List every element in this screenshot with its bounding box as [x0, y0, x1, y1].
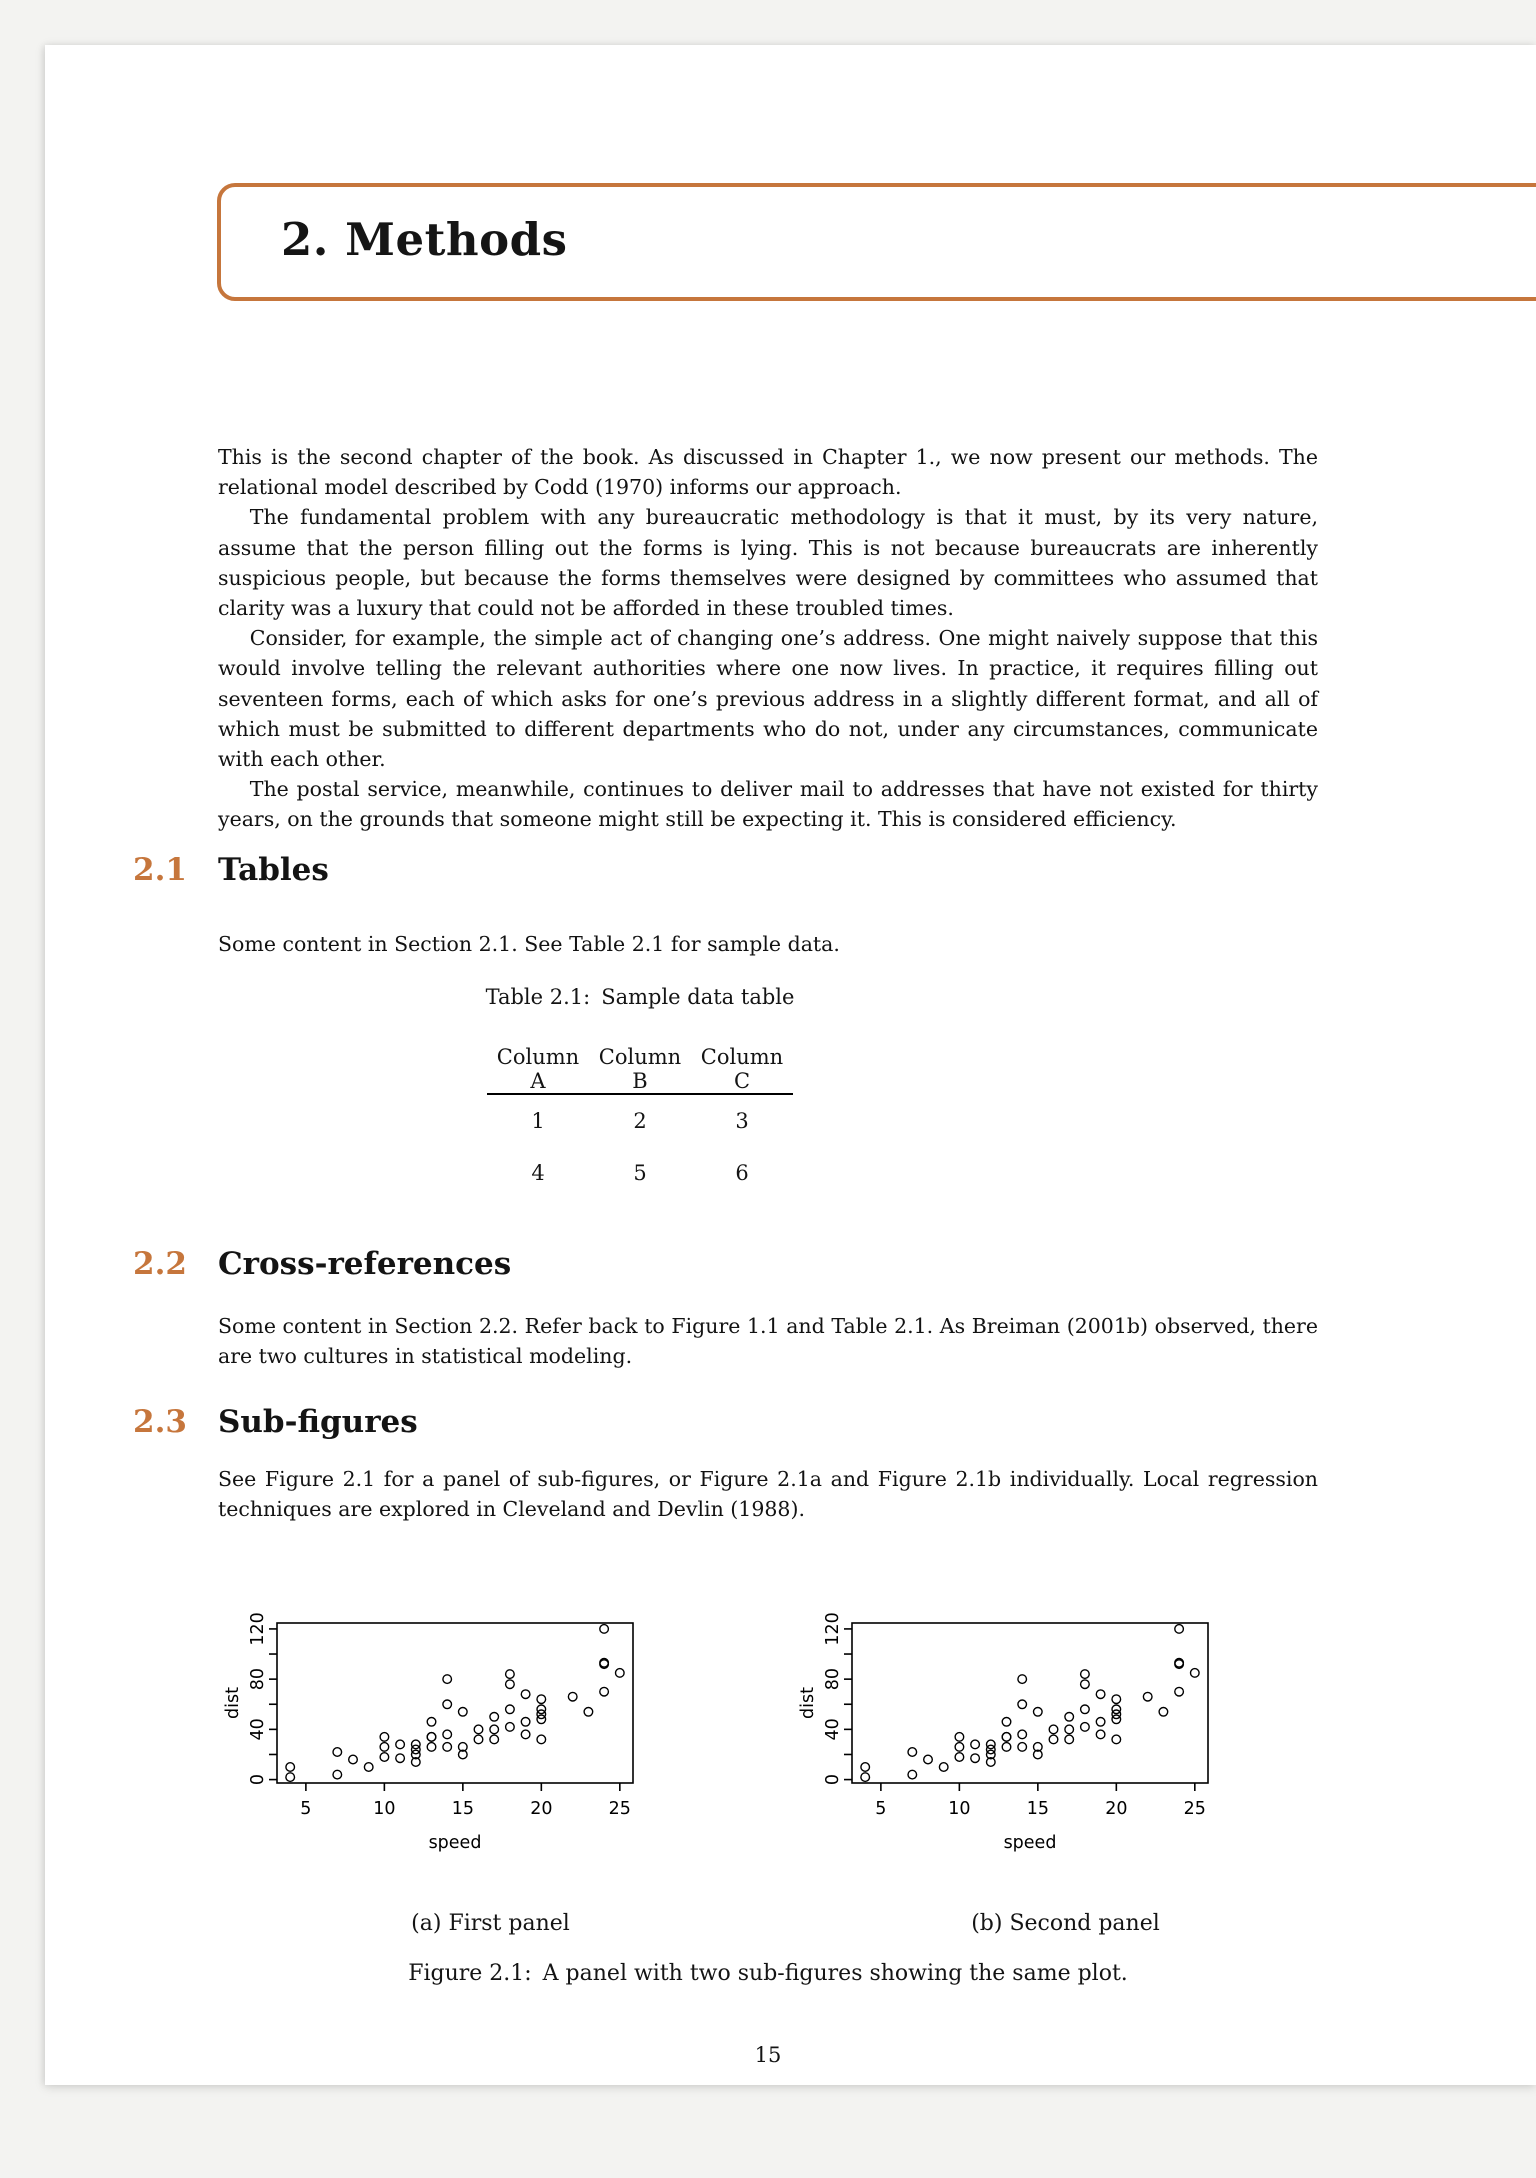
table-cell: 2 — [633, 1109, 647, 1133]
body-paragraph: Some content in Section 2.2. Refer back to Figure 1.1 and Table 2.1. As Breiman (2001b) observed, there are two cultures in statistical modeling. — [218, 1314, 1318, 1369]
section-body — [218, 929, 1318, 959]
subfigure-caption-a: (a) First panel — [411, 1911, 570, 1936]
section-number: 2.2 — [133, 1246, 187, 1282]
section-body — [218, 1311, 1318, 1371]
body-paragraph: See Figure 2.1 for a panel of sub-figures, or Figure 2.1a and Figure 2.1b individually. Local regression techniques are explored in Cleveland and Devlin (1988). — [218, 1467, 1318, 1522]
svg-text:80: 80 — [248, 1668, 268, 1691]
section-heading-sub-figures — [133, 1403, 418, 1441]
svg-text:80: 80 — [823, 1668, 843, 1691]
table-cell: 6 — [735, 1161, 749, 1185]
table-header-row — [487, 1045, 793, 1094]
page-number: 15 — [754, 2043, 782, 2067]
svg-text:120: 120 — [248, 1612, 268, 1646]
body-paragraph: Some content in Section 2.1. See Table 2.1 for sample data. — [218, 932, 840, 956]
table-row — [487, 1147, 793, 1199]
svg-text:dist: dist — [223, 1687, 243, 1719]
body-paragraph: This is the second chapter of the book. As discussed in Chapter 1., we now present our methods. The relational model described by Codd (1970) informs our approach. — [218, 445, 1318, 500]
body-paragraph: The postal service, meanwhile, continues to deliver mail to addresses that have not existed for thirty years, on the grounds that someone might still be expecting it. This is considered efficiency. — [218, 777, 1318, 832]
figure-caption-text: A panel with two sub-figures showing the same plot. — [542, 1961, 1128, 1986]
table-header-cell: Column A — [487, 1045, 589, 1094]
svg-text:10: 10 — [373, 1799, 396, 1819]
section-number: 2.1 — [133, 852, 187, 888]
data-table — [487, 1045, 793, 1199]
table-caption — [218, 985, 1062, 1009]
svg-text:5: 5 — [300, 1799, 312, 1819]
scatter-plot-canvas — [793, 1600, 1338, 1870]
section-title: Tables — [218, 852, 329, 888]
svg-text:10: 10 — [948, 1799, 971, 1819]
svg-text:20: 20 — [530, 1799, 553, 1819]
table-cell: 5 — [633, 1161, 647, 1185]
table-caption-label: Table 2.1: — [485, 985, 591, 1009]
body-paragraph: The fundamental problem with any bureaucratic methodology is that it must, by its very nature, assume that the person filling out the forms is lying. This is not because bureaucrats are inherently suspicious people, but because the forms themselves were designed by committees who assumed that clarity was a luxury that could not be afforded in these troubled times. — [218, 505, 1318, 621]
section-number: 2.3 — [133, 1404, 187, 1440]
figure-caption — [218, 1961, 1318, 1986]
table-caption-text: Sample data table — [601, 985, 795, 1009]
svg-text:20: 20 — [1105, 1799, 1128, 1819]
svg-text:0: 0 — [248, 1774, 268, 1786]
svg-text:40: 40 — [823, 1718, 843, 1741]
table-cell: 3 — [735, 1109, 749, 1133]
svg-text:0: 0 — [823, 1774, 843, 1786]
section-title: Cross-references — [218, 1246, 512, 1282]
figure-caption-label: Figure 2.1: — [408, 1961, 532, 1986]
section-heading-cross-references — [133, 1245, 511, 1283]
svg-text:speed: speed — [1003, 1833, 1057, 1853]
svg-text:dist: dist — [798, 1687, 818, 1719]
scatter-plot-second-panel — [793, 1600, 1338, 1870]
table-row — [487, 1094, 793, 1147]
document-page — [45, 45, 1536, 2085]
intro-paragraphs — [218, 442, 1318, 835]
svg-text:25: 25 — [1183, 1799, 1206, 1819]
svg-text:40: 40 — [248, 1718, 268, 1741]
svg-text:15: 15 — [451, 1799, 474, 1819]
section-heading-tables — [133, 851, 329, 889]
svg-text:120: 120 — [823, 1612, 843, 1646]
table-cell: 1 — [531, 1109, 545, 1133]
body-paragraph: Consider, for example, the simple act of changing one’s address. One might naively suppose that this would involve telling the relevant authorities where one now lives. In practice, it requires filling out seventeen forms, each of which asks for one’s previous address in a slightly different format, and all of which must be submitted to different departments who do not, under any circumstances, communicate with each other. — [218, 626, 1318, 772]
table-header-cell: Column C — [691, 1045, 793, 1094]
section-title: Sub-figures — [218, 1404, 418, 1440]
svg-text:speed: speed — [428, 1833, 482, 1853]
chapter-title-box — [217, 183, 1536, 301]
svg-text:25: 25 — [608, 1799, 631, 1819]
table-header-cell: Column B — [589, 1045, 691, 1094]
scatter-plot-canvas — [218, 1600, 763, 1870]
svg-text:5: 5 — [875, 1799, 887, 1819]
subfigure-caption-b: (b) Second panel — [971, 1911, 1160, 1936]
chapter-title: 2. Methods — [281, 213, 568, 266]
table-cell: 4 — [531, 1161, 545, 1185]
scatter-plot-first-panel — [218, 1600, 763, 1870]
section-body — [218, 1464, 1318, 1524]
svg-text:15: 15 — [1026, 1799, 1049, 1819]
